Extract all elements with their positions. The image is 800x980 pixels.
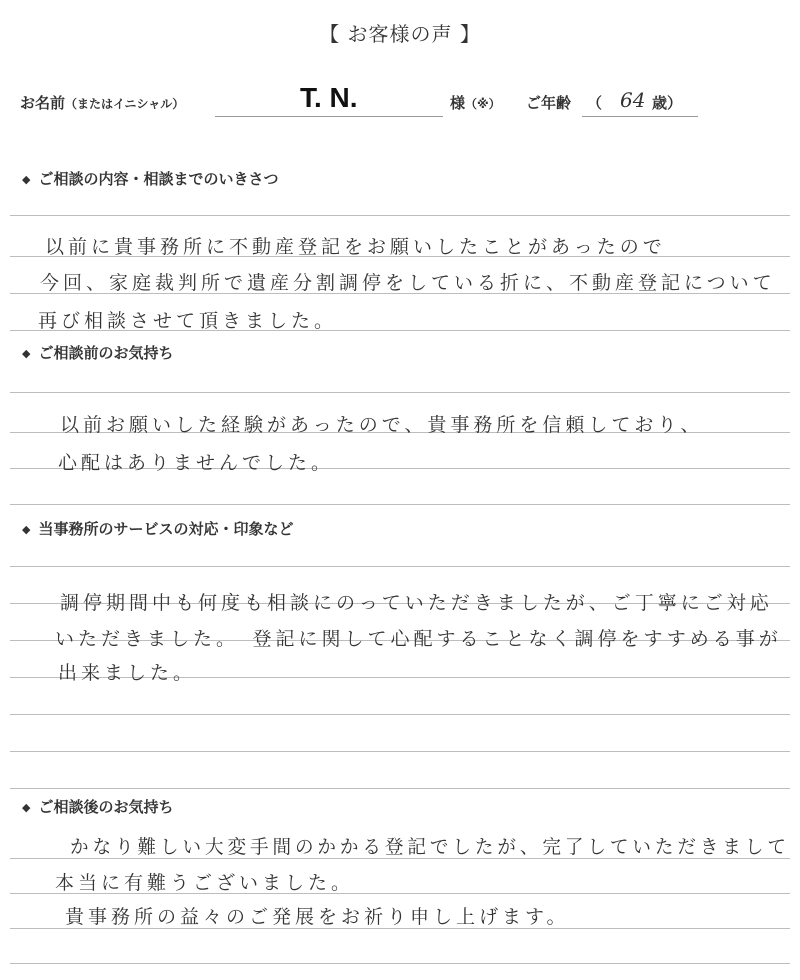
- handwritten-line: 以前お願いした経験があったので、貴事務所を信頼しており、: [60, 414, 704, 436]
- ruled-line: [10, 788, 790, 789]
- ruled-line: [10, 566, 790, 567]
- section-heading-text: ご相談の内容・相談までのいきさつ: [38, 170, 279, 188]
- sama-label-text: 様: [450, 94, 466, 112]
- handwritten-line: いただきました。 登記に関して心配することなく調停をすすめる事が: [55, 628, 782, 650]
- handwritten-line: 調停期間中も何度も相談にのっていただきましたが、ご丁寧にご対応: [60, 592, 773, 614]
- ruled-line: [10, 392, 790, 393]
- section-heading-text: 当事務所のサービスの対応・印象など: [38, 520, 294, 538]
- name-value[interactable]: T. N.: [300, 82, 358, 113]
- sama-note: （※）: [465, 97, 501, 111]
- age-value[interactable]: 64: [620, 88, 646, 112]
- name-label-text: お名前: [20, 94, 66, 112]
- section-heading-text: ご相談後のお気持ち: [38, 798, 174, 816]
- diamond-bullet-icon: ◆: [22, 173, 31, 186]
- handwritten-line: 本当に有難うございました。: [55, 872, 355, 894]
- handwritten-line: 出来ました。: [58, 662, 197, 684]
- handwritten-line: 心配はありませんでした。: [58, 452, 335, 474]
- diamond-bullet-icon: ◆: [22, 347, 31, 360]
- ruled-line: [10, 504, 790, 505]
- handwritten-line: 以前に貴事務所に不動産登記をお願いしたことがあったので: [45, 236, 666, 258]
- ruled-line: [10, 714, 790, 715]
- name-hint: （またはイニシャル）: [65, 97, 185, 111]
- age-underline: [582, 116, 698, 117]
- diamond-bullet-icon: ◆: [22, 523, 31, 536]
- age-open-paren: （: [587, 94, 603, 112]
- handwritten-line: 貴事務所の益々のご発展をお祈り申し上げます。: [65, 906, 570, 928]
- page-title: 【 お客様の声 】: [319, 22, 481, 46]
- ruled-line: [10, 751, 790, 752]
- name-underline: [215, 116, 443, 117]
- section-heading-after: [22, 796, 173, 817]
- section-heading-consultation: [22, 168, 278, 189]
- handwritten-line: 再び相談させて頂きました。: [38, 310, 338, 332]
- ruled-line: [10, 215, 790, 216]
- handwritten-line: かなり難しい大変手間のかかる登記でしたが、完了していただきまして: [70, 836, 790, 858]
- name-label: [20, 92, 184, 113]
- section-heading-before: [22, 342, 173, 363]
- age-close-label: 歳）: [652, 94, 683, 112]
- section-heading-text: ご相談前のお気持ち: [38, 344, 174, 362]
- age-label: ご年齢: [526, 94, 572, 112]
- name-row: [0, 80, 800, 120]
- ruled-line: [10, 963, 790, 964]
- section-heading-service: [22, 518, 293, 539]
- handwritten-line: 今回、家庭裁判所で遺産分割調停をしている折に、不動産登記について: [40, 272, 776, 294]
- sama-label: [450, 92, 501, 113]
- diamond-bullet-icon: ◆: [22, 801, 31, 814]
